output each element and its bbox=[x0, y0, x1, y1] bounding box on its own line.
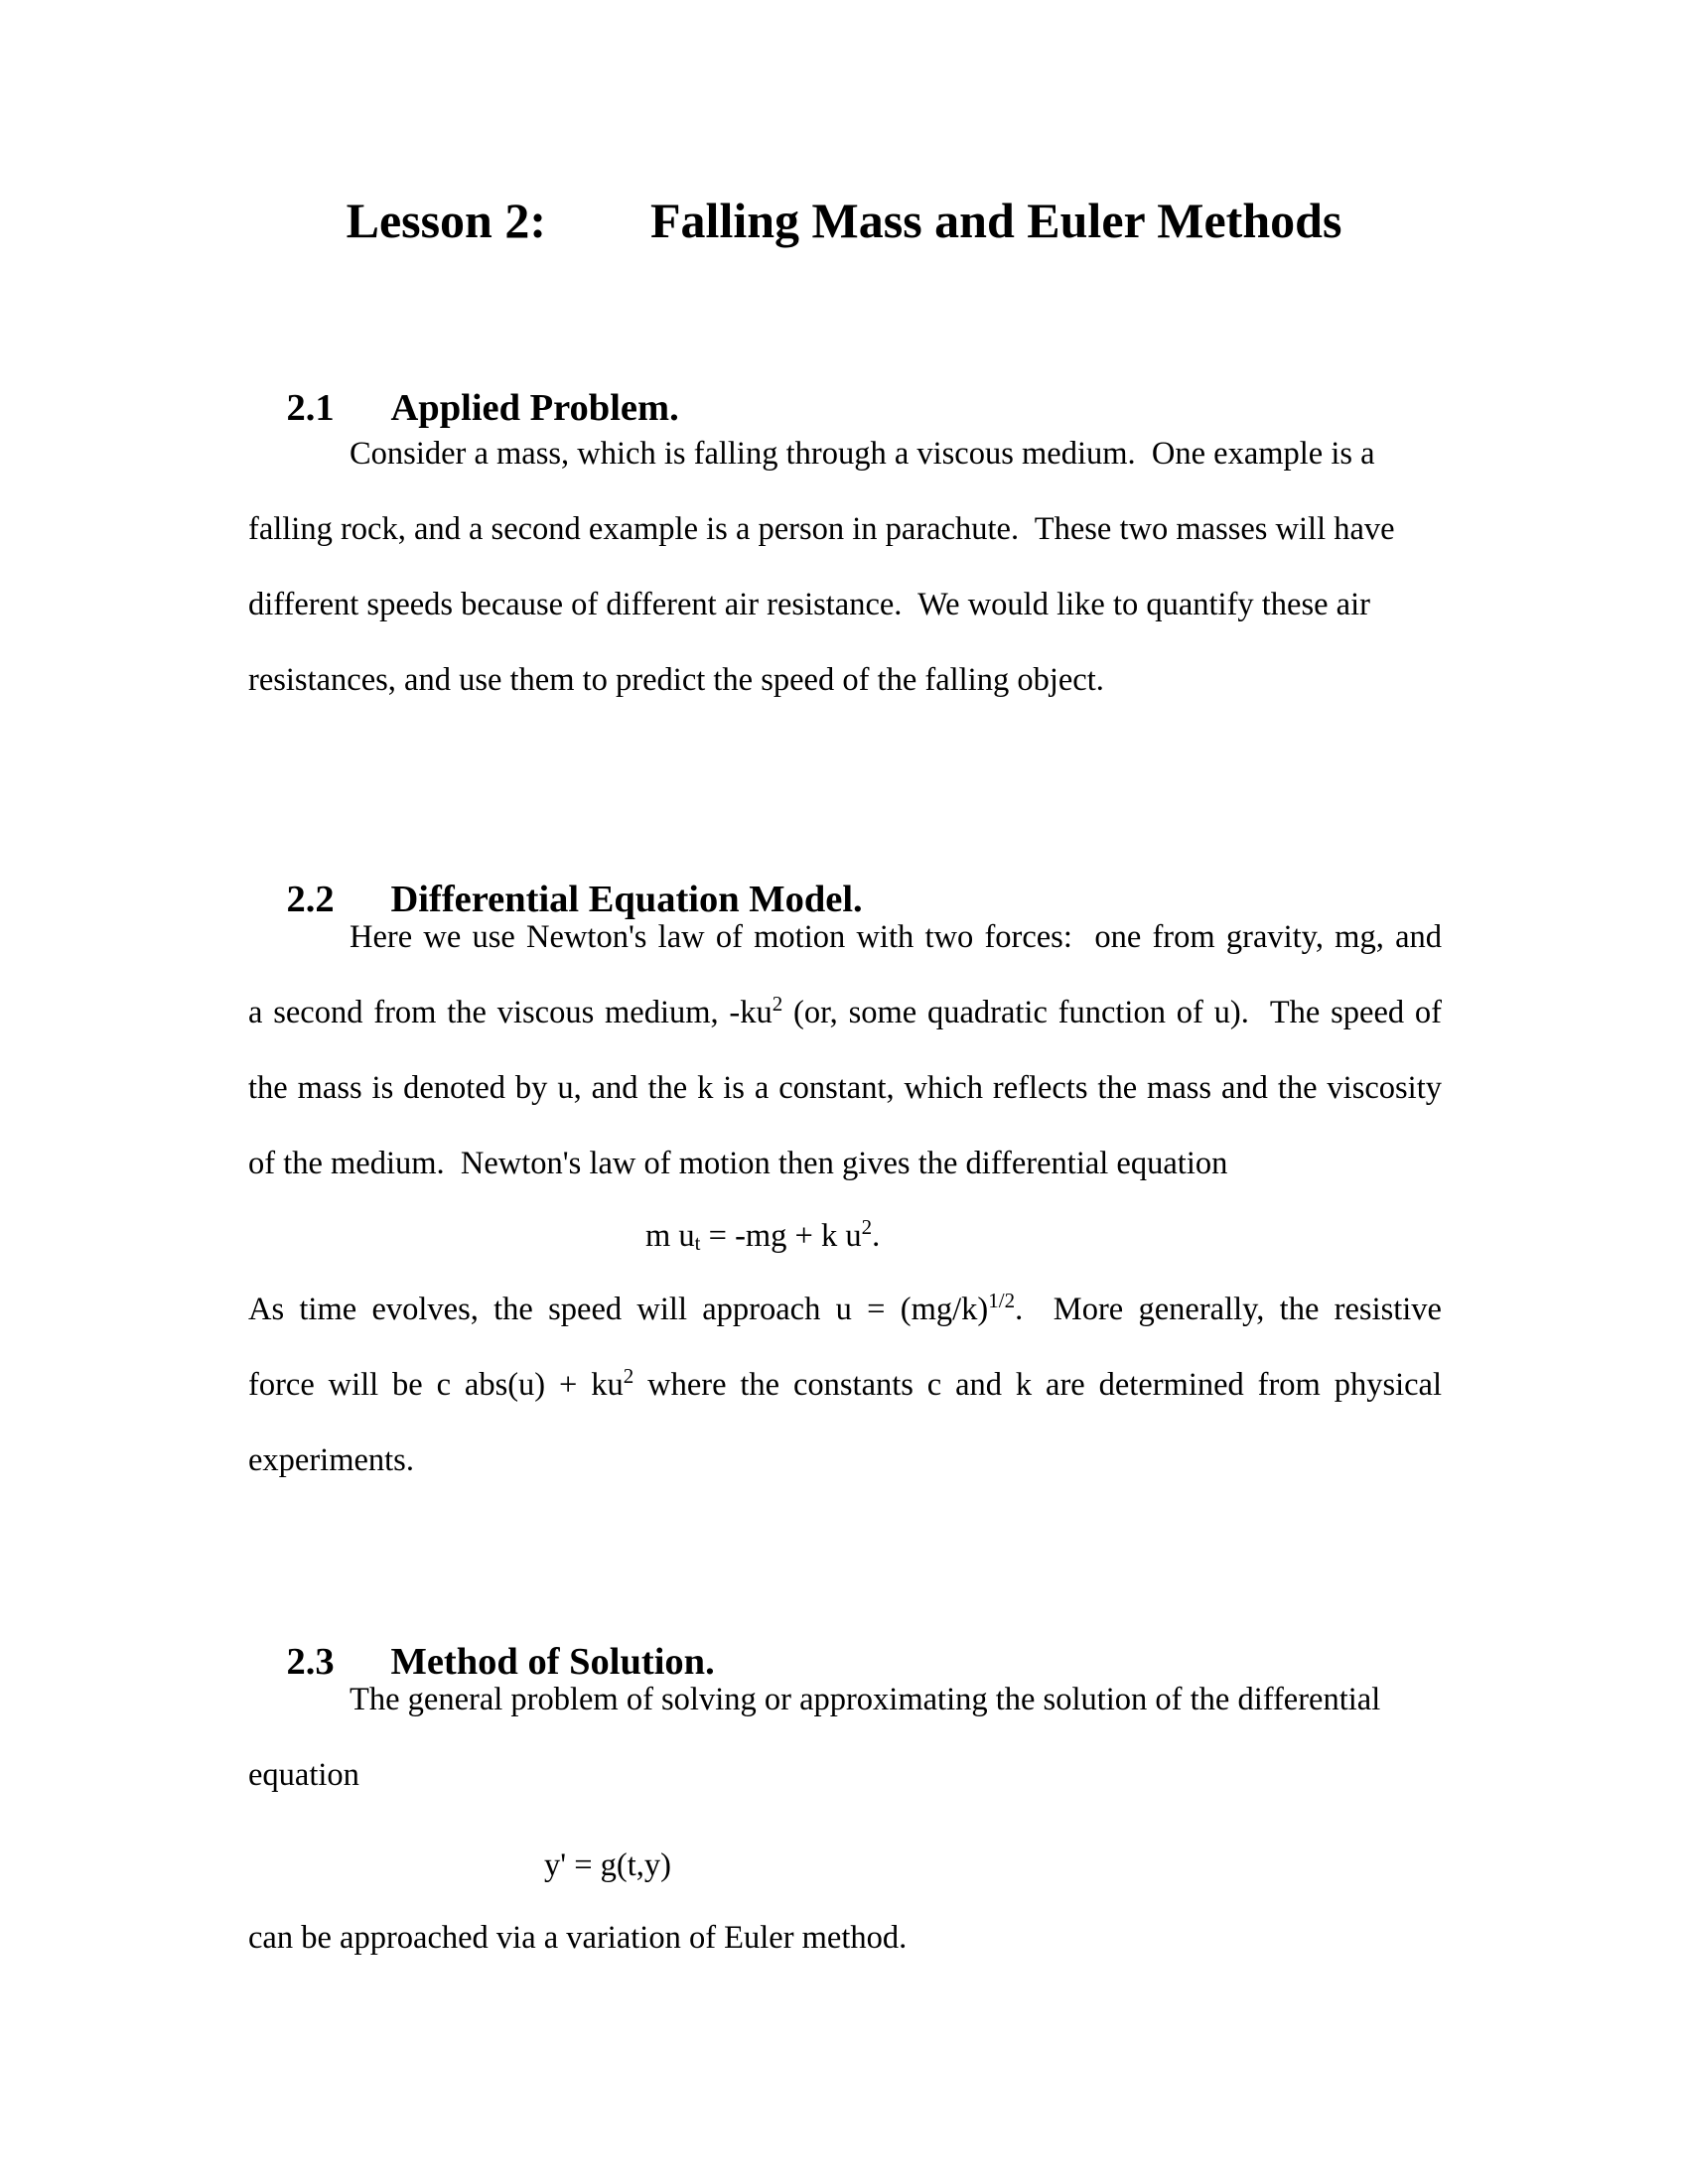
section-title-2-2: Differential Equation Model. bbox=[390, 879, 863, 920]
text-line: the mass is denoted by u, and the k is a constant, which reflects the mass and the viscosity bbox=[248, 1070, 1442, 1106]
paragraph-applied-problem bbox=[248, 416, 1442, 718]
section-number-2-1: 2.1 bbox=[286, 387, 335, 429]
text-line: can be approached via a variation of Euler method. bbox=[248, 1920, 908, 1956]
section-title-2-1: Applied Problem. bbox=[390, 387, 679, 429]
text-line: As time evolves, the speed will approach $u = (mg/k)^{1/2}$. More generally, the resistive bbox=[248, 1289, 1442, 1327]
title-text: Falling Mass and Euler Methods bbox=[650, 193, 1342, 248]
text-line: force will be c $abs(u) + ku^2$ where the constants c and k are determined from physical bbox=[248, 1364, 1443, 1403]
text-line: Here we use Newton's law of motion with two forces: one from gravity, mg, and bbox=[350, 919, 1442, 955]
paragraph-terminal-speed bbox=[248, 1272, 1442, 1498]
text-line: Consider a mass, which is falling through a viscous medium. One example is a bbox=[350, 436, 1375, 472]
document-title bbox=[0, 190, 1688, 251]
text-line: resistances, and use them to predict the speed of the falling object. bbox=[248, 662, 1104, 698]
title-lesson-number: Lesson 2: bbox=[346, 193, 547, 248]
paragraph-method-of-solution bbox=[248, 1662, 1442, 1813]
text-line: of the medium. Newton's law of motion then gives the differential equation bbox=[248, 1146, 1228, 1181]
paragraph-euler-method bbox=[248, 1900, 1442, 1976]
text-line: falling rock, and a second example is a person in parachute. These two masses will have bbox=[248, 511, 1395, 547]
section-number-2-3: 2.3 bbox=[286, 1641, 335, 1683]
text-line: The general problem of solving or approximating the solution of the differential bbox=[350, 1682, 1381, 1717]
paragraph-differential-model bbox=[248, 899, 1442, 1201]
section-number-2-2: 2.2 bbox=[286, 879, 335, 920]
text-line: experiments. bbox=[248, 1442, 414, 1478]
equation-newton-motion: m $u_t = -mg + k$ $u^2$. bbox=[645, 1215, 881, 1255]
equation-general-ode: y' = g(t,y) bbox=[544, 1847, 671, 1883]
text-line: a second from the viscous medium, $-ku^2$ (or, some quadratic function of u). The speed of bbox=[248, 992, 1442, 1030]
text-line: equation bbox=[248, 1757, 359, 1793]
text-line: different speeds because of different air resistance. We would like to quantify these air bbox=[248, 587, 1370, 622]
section-title-2-3: Method of Solution. bbox=[390, 1641, 715, 1683]
